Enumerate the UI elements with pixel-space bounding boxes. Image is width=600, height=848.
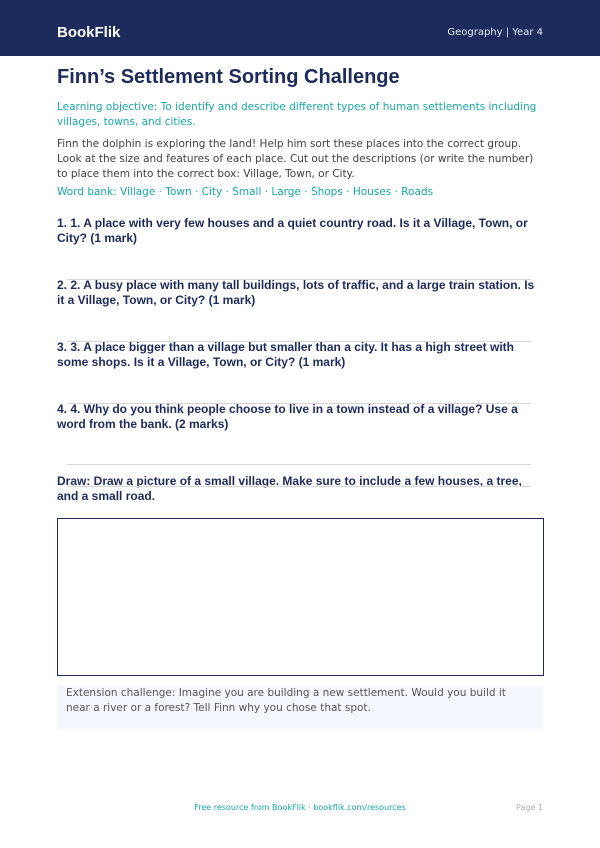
brand-logo: BookFlik (57, 24, 121, 41)
question-1: 1. 1. A place with very few houses and a quiet country road. Is it a Village, Town, or City? (1 mark) (57, 216, 528, 245)
page-number: Page 1 (516, 803, 543, 812)
question-4: 4. 4. Why do you think people choose to live in a town instead of a village? Use a word from the bank. (2 marks) (57, 402, 518, 431)
subject-year-label: Geography | Year 4 (447, 27, 543, 38)
draw-task-prompt: Draw: Draw a picture of a small village. Make sure to include a few houses, a tree, and a small road. (57, 474, 522, 503)
word-bank: Word bank: Village · Town · City · Small · Large · Shops · Houses · Roads (57, 186, 434, 198)
drawing-box[interactable] (57, 518, 544, 676)
question-2: 2. 2. A busy place with many tall buildings, lots of traffic, and a large train station. Is it a Village, Town, or City? (1 mark) (57, 278, 535, 307)
instructions: Finn the dolphin is exploring the land! Help him sort these places into the correct group. Look at the size and features of each place. Cut out the descriptions (or write the number) to place them into the correct box: Village, Town, or City. (57, 138, 534, 180)
page-header (0, 0, 600, 56)
extension-challenge-box (57, 686, 543, 729)
learning-objective: Learning objective: To identify and describe different types of human settlements including villages, towns, and cities. (57, 101, 537, 128)
answer-line-4[interactable] (67, 464, 531, 465)
answer-line-draw (67, 486, 531, 487)
footer-credit: Free resource from BookFlik · bookflik.com/resources (194, 803, 406, 812)
worksheet-title: Finn’s Settlement Sorting Challenge (57, 66, 400, 88)
extension-challenge-text: Extension challenge: Imagine you are building a new settlement. Would you build it near a river or a forest? Tell Finn why you chose that spot. (66, 687, 506, 714)
question-3: 3. 3. A place bigger than a village but smaller than a city. It has a high street with some shops. Is it a Village, Town, or City? (1 mark) (57, 340, 515, 369)
